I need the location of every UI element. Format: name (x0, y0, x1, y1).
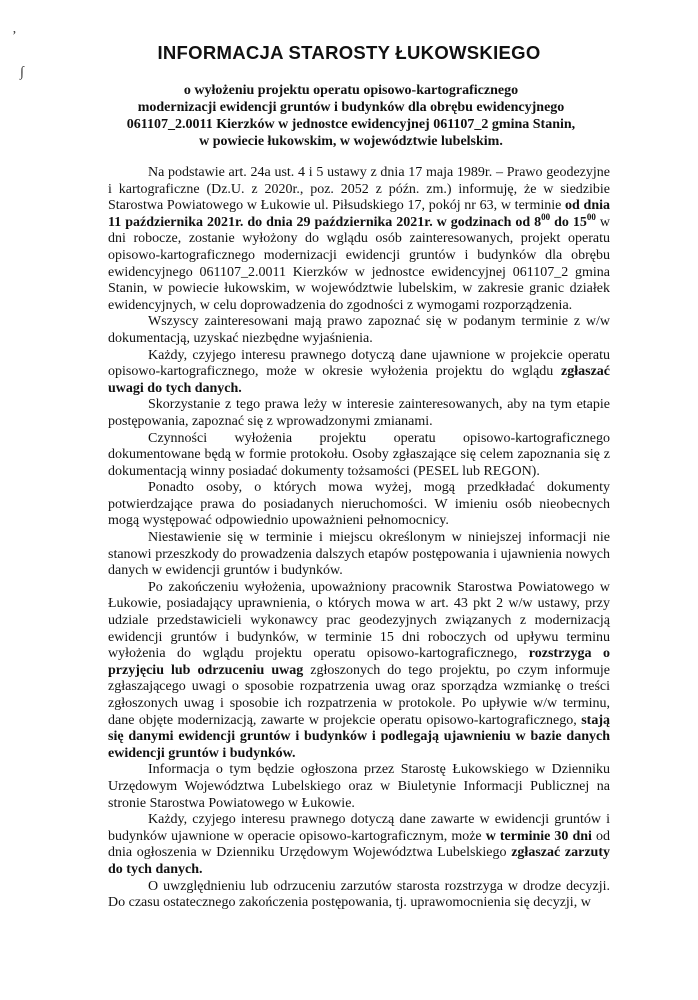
subtitle-line: w powiecie łukowskim, w województwie lubelskim. (199, 134, 503, 149)
bold-text: rozstrzyga o przyjęciu lub odrzuceniu uwag (108, 646, 611, 678)
paragraph-objections (108, 348, 610, 398)
paragraph-text: zgłoszonych do tego projektu, po czym informuje zgłaszającego uwagi o sposobie rozpatrzenia uwag oraz sporządza wzmiankę o treści zgłoszonych uwag i sposobie ich rozpatrzenia w protokole. Po upływie w/w terminu, dane objęte modernizacją, zawarte w projekcie operatu opisowo-kartograficznego, (108, 662, 610, 728)
paragraph-text: Na podstawie art. 24a ust. 4 i 5 ustawy z dnia 17 maja 1989r. – Prawo geodezyjne i kartograficzne (Dz.U. z 2020r., poz. 2052 z późn. zm.) informuję, że w siedzibie Starostwa Powiatowego w Łukowie ul. Piłsudskiego 17, pokój nr 63, w terminie (108, 165, 610, 214)
bold-text: zgłaszać zarzuty do tych danych. (108, 845, 610, 877)
subtitle-line: modernizacji ewidencji gruntów i budynków dla obrębu ewidencyjnego (137, 100, 565, 115)
paragraph-text: od dnia ogłoszenia w Dzienniku Urzędowym Województwa Lubelskiego (108, 828, 611, 861)
bold-text: zgłaszać uwagi do tych danych. (108, 364, 610, 396)
paragraph-after-exhibition (108, 580, 610, 763)
margin-mark-2: ∫ (20, 65, 24, 80)
document-subtitle (70, 82, 632, 150)
paragraph-text: Po zakończeniu wyłożenia, upoważniony pracownik Starostwa Powiatowego w Łukowie, posiadający uprawnienia, o których mowa w art. 43 pkt 2 w/w ustawy, przy udziale przedstawicieli wykonawcy prac geodezyjnych związanych z modernizacją ewidencji gruntów i budynków, w terminie 15 dni roboczych od upływu terminu wyłożenia do wglądu projektu operatu opisowo-kartograficznego, (108, 579, 610, 662)
paragraph-text: Każdy, czyjego interesu prawnego dotyczą dane ujawnione w projekcie operatu opisowo-kartograficznego, może w okresie wyłożenia projektu do wglądu (108, 347, 610, 380)
bold-date-range: od dnia 11 października 2021r. do dnia 29 października 2021r. w godzinach od 8 (108, 198, 611, 230)
document-body (108, 165, 610, 912)
bold-text: stają się danymi ewidencji gruntów i budynków i podlegają ujawnieniu w bazie danych ewidencji gruntów i budynków. (108, 712, 610, 761)
paragraph-legal-basis (108, 165, 610, 314)
bold-text: w terminie 30 dni (485, 828, 592, 844)
subtitle-line: 061107_2.0011 Kierzków w jednostce ewidencyjnej 061107_2 gmina Stanin, (126, 117, 576, 132)
paragraph-complaints (108, 812, 610, 878)
paragraph-text: Każdy, czyjego interesu prawnego dotyczą dane zawarte w ewidencji gruntów i budynków ujawnione w operacie opisowo-kartograficznym, może (108, 812, 610, 844)
paragraph-interest: Skorzystanie z tego prawa leży w interesie zainteresowanych, aby na tym etapie postępowania, zapoznać się z wprowadzonymi zmianami. (108, 397, 610, 429)
paragraph-text: w dni robocze, zostanie wyłożony do wglądu osób zainteresowanych, projekt operatu opisowo-kartograficznego modernizacji ewidencji gruntów i budynków dla obrębu ewidencyjnego 061107_2.0011 Kierzków w jednostce ewidencyjnej 061107_2 gmina Stanin, w powiecie łukowskim, w województwie lubelskim, w zakresie granic działek ewidencyjnych, w celu doprowadzenia do zgodności z wymogami rozporządzenia. (108, 214, 610, 313)
subtitle-line: o wyłożeniu projektu operatu opisowo-kartograficznego (183, 83, 519, 98)
paragraph-announcement: Informacja o tym będzie ogłoszona przez Starostę Łukowskiego w Dzienniku Urzędowym Województwa Lubelskiego oraz w Biuletynie Informacji Publicznej na stronie Starostwa Powiatowego w Łukowie. (108, 762, 610, 811)
paragraph-absence: Niestawienie się w terminie i miejscu określonym w niniejszej informacji nie stanowi przeszkody do prowadzenia dalszych etapów postępowania i ujawnienia nowych danych w ewidencji gruntów i budynków. (108, 530, 610, 579)
superscript-minutes: 00 (541, 211, 551, 222)
superscript-minutes: 00 (586, 211, 596, 222)
paragraph-rights: Wszyscy zainteresowani mają prawo zapoznać się w podanym terminie z w/w dokumentacją, uzyskać niezbędne wyjaśnienia. (108, 314, 610, 346)
paragraph-documents: Ponadto osoby, o których mowa wyżej, mogą przedkładać dokumenty potwierdzające prawa do posiadanych nieruchomości. W imieniu osób nieobecnych mogą występować odpowiednio upoważnieni pełnomocnicy. (108, 480, 610, 529)
bold-hours: do 15 (550, 214, 587, 230)
margin-mark-1: ’ (12, 29, 17, 44)
paragraph-decision: O uwzględnieniu lub odrzuceniu zarzutów starosta rozstrzyga w drodze decyzji. Do czasu ostatecznego zakończenia postępowania, tj. uprawomocnienia się decyzji, w (108, 878, 610, 911)
document-title: INFORMACJA STAROSTY ŁUKOWSKIEGO (157, 42, 541, 63)
paragraph-protocol: Czynności wyłożenia projektu operatu opisowo-kartograficznego dokumentowane będą w formie protokołu. Osoby zgłaszające się celem zapoznania się z dokumentacją winny posiadać dokumenty tożsamości (PESEL lub REGON). (108, 430, 610, 479)
